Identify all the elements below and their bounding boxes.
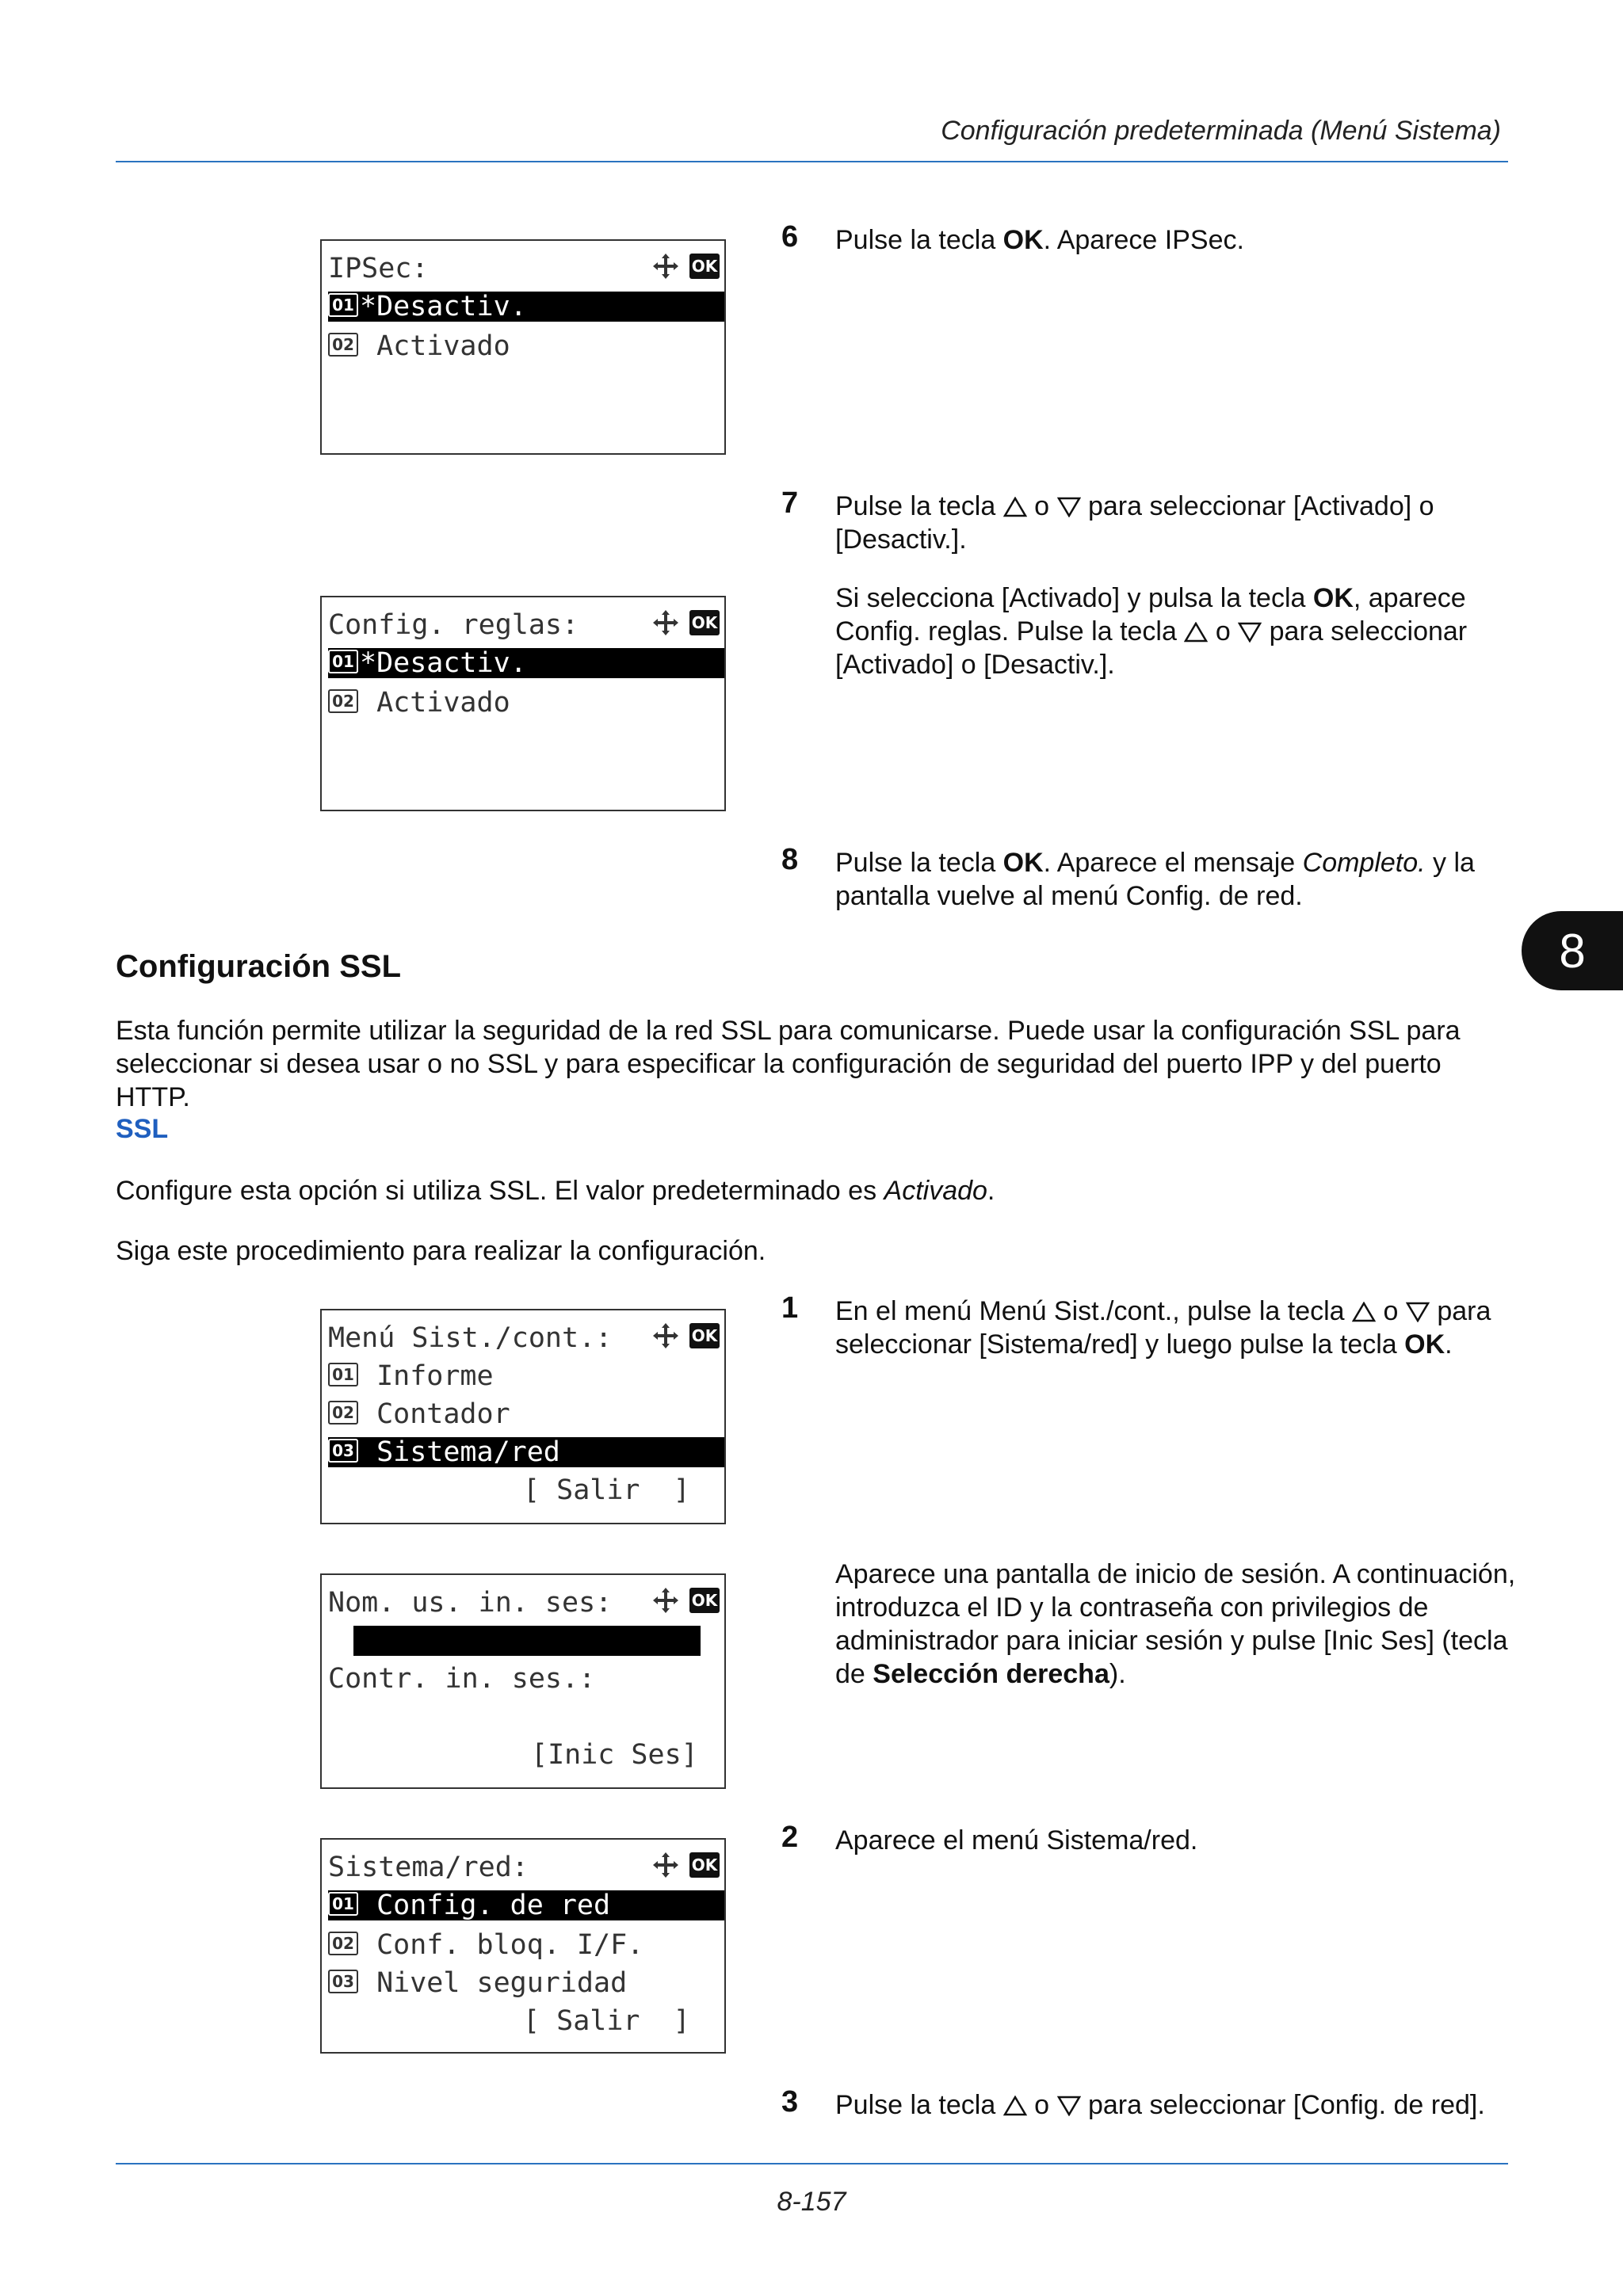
- lcd-row-label: Informe: [360, 1360, 494, 1392]
- down-triangle-icon: [1057, 497, 1081, 517]
- lcd-row-selected: [328, 1890, 724, 1920]
- step-number: 7: [781, 486, 799, 520]
- softkey-exit: [ Salir ]: [523, 1474, 690, 1506]
- italic-text: Completo.: [1302, 848, 1426, 878]
- up-triangle-icon: [1003, 2096, 1027, 2116]
- lcd-row: [328, 1399, 724, 1429]
- text: o: [1034, 491, 1050, 521]
- ok-icon: OK: [689, 1323, 720, 1348]
- number-key-icon: 02: [328, 1932, 358, 1955]
- text: para seleccionar [Config. de red].: [1087, 2090, 1485, 2120]
- italic-text: Activado: [884, 1176, 987, 1206]
- text: . Aparece IPSec.: [1043, 225, 1244, 255]
- ok-icon: OK: [689, 610, 720, 635]
- section-intro: Esta función permite utilizar la seguridad de la red SSL para comunicarse. Puede usar la configuración SSL para seleccionar si desea usar o no SSL y para especificar la configuración de seguridad del puerto IPP y del puerto HTTP.: [116, 1016, 1461, 1112]
- step-text: [835, 1295, 1517, 1361]
- number-key-icon: 01: [328, 1892, 358, 1916]
- text: Aparece una pantalla de inicio de sesión. A continuación, introduzca el ID y la contraseña con privilegios de administrador para iniciar sesión y pulse [Inic Ses] (tecla de: [835, 1559, 1516, 1689]
- step-number: 1: [781, 1291, 799, 1325]
- number-key-icon: 01: [328, 1363, 358, 1386]
- lcd-row-selected: [328, 1437, 724, 1467]
- step-number: 3: [781, 2085, 799, 2119]
- step-number: 6: [781, 220, 799, 254]
- text: para seleccionar [Activado] o [Desactiv.].: [835, 616, 1468, 680]
- four-way-arrow-icon: [651, 1586, 680, 1615]
- lcd-row-label: Contador: [360, 1398, 510, 1430]
- password-label: Contr. in. ses.:: [328, 1663, 596, 1695]
- lcd-title: Menú Sist./cont.:: [328, 1322, 613, 1354]
- page-number: 8-157: [777, 2187, 846, 2217]
- ok-icon: OK: [689, 1852, 720, 1878]
- down-triangle-icon: [1238, 622, 1262, 643]
- down-triangle-icon: [1057, 2096, 1081, 2116]
- four-way-arrow-icon: [651, 252, 680, 280]
- paragraph: [116, 1174, 1518, 1207]
- lcd-row-label: Sistema/red: [360, 1436, 560, 1468]
- lcd-icons: [651, 1851, 720, 1879]
- bold-text: OK: [1002, 225, 1044, 255]
- lcd-row-label: Nivel seguridad: [360, 1967, 628, 1999]
- up-triangle-icon: [1184, 622, 1208, 643]
- text: Pulse la tecla: [835, 2090, 996, 2120]
- step-text: Aparece el menú Sistema/red.: [835, 1825, 1198, 1855]
- text: o: [1383, 1296, 1399, 1326]
- step-number: 2: [781, 1821, 799, 1854]
- up-triangle-icon: [1352, 1302, 1376, 1322]
- lcd-menu-screen: [320, 1309, 726, 1524]
- step-text: [835, 582, 1517, 681]
- header-rule: [116, 161, 1508, 162]
- username-field: [353, 1626, 701, 1656]
- section-title: Configuración SSL: [116, 949, 401, 984]
- number-key-icon: 03: [328, 1439, 358, 1463]
- step-number: 8: [781, 843, 799, 876]
- lcd-row: [328, 688, 724, 718]
- text: . Aparece el mensaje: [1043, 848, 1303, 878]
- lcd-row-label: Config. de red: [360, 1890, 611, 1921]
- page-header-title: Configuración predeterminada (Menú Sistema): [941, 116, 1501, 146]
- text: Pulse la tecla: [835, 848, 1003, 878]
- lcd-row-selected: [328, 292, 724, 322]
- chapter-tab: 8: [1522, 911, 1623, 990]
- lcd-row-label: Conf. bloq. I/F.: [360, 1929, 644, 1961]
- four-way-arrow-icon: [651, 1322, 680, 1350]
- text: o: [1215, 616, 1231, 646]
- ok-icon: OK: [689, 254, 720, 279]
- lcd-row-label: *Desactiv.: [360, 291, 527, 322]
- lcd-icons: [651, 1586, 720, 1615]
- softkey-exit: [ Salir ]: [523, 2005, 690, 2037]
- footer-rule: [116, 2163, 1508, 2164]
- text: Pulse la tecla: [835, 491, 996, 521]
- bold-text: Selección derecha: [873, 1659, 1109, 1689]
- text: ).: [1109, 1659, 1126, 1689]
- number-key-icon: 03: [328, 1970, 358, 1993]
- text: y la pantalla vuelve al menú Config. de red.: [835, 848, 1475, 911]
- number-key-icon: 02: [328, 333, 358, 357]
- number-key-icon: 01: [328, 293, 358, 317]
- step-text: [835, 490, 1517, 556]
- lcd-row-selected: [328, 648, 724, 678]
- lcd-row-label: Activado: [360, 330, 510, 362]
- text: Pulse la tecla: [835, 225, 1003, 255]
- text: para seleccionar [Sistema/red] y luego pulse la tecla: [835, 1296, 1491, 1360]
- subsection-title: SSL: [116, 1114, 169, 1144]
- ok-icon: OK: [689, 1588, 720, 1613]
- lcd-row: [328, 1361, 724, 1391]
- lcd-icons: [651, 608, 720, 637]
- lcd-ipsec-screen: [320, 239, 726, 455]
- text: Si selecciona [Activado] y pulsa la tecla: [835, 583, 1313, 613]
- lcd-icons: [651, 1322, 720, 1350]
- step-text: [835, 2088, 1517, 2122]
- lcd-system-screen: [320, 1838, 726, 2054]
- lcd-title: Sistema/red:: [328, 1852, 529, 1883]
- text: , aparece Config. reglas. Pulse la tecla: [835, 583, 1466, 646]
- step-text: [835, 1558, 1517, 1691]
- up-triangle-icon: [1003, 497, 1027, 517]
- step-text: [835, 846, 1517, 913]
- bold-text: OK: [1002, 848, 1044, 878]
- paragraph: Siga este procedimiento para realizar la configuración.: [116, 1236, 766, 1266]
- bold-text: OK: [1404, 1329, 1445, 1360]
- text: .: [987, 1176, 995, 1206]
- text: para seleccionar [Activado] o [Desactiv.].: [835, 491, 1434, 555]
- softkey-login: [Inic Ses]: [531, 1739, 698, 1771]
- lcd-title: IPSec:: [328, 253, 429, 284]
- text: .: [1445, 1329, 1453, 1360]
- down-triangle-icon: [1406, 1302, 1430, 1322]
- four-way-arrow-icon: [651, 1851, 680, 1879]
- lcd-login-screen: [320, 1573, 726, 1789]
- text: En el menú Menú Sist./cont., pulse la tecla: [835, 1296, 1345, 1326]
- lcd-row: [328, 331, 724, 361]
- lcd-rules-screen: [320, 596, 726, 811]
- lcd-row: [328, 1968, 724, 1998]
- text: Configure esta opción si utiliza SSL. El valor predeterminado es: [116, 1176, 884, 1206]
- text: o: [1034, 2090, 1050, 2120]
- number-key-icon: 01: [328, 650, 358, 673]
- lcd-icons: [651, 252, 720, 280]
- number-key-icon: 02: [328, 1401, 358, 1425]
- bold-text: OK: [1312, 583, 1354, 613]
- lcd-row-label: *Desactiv.: [360, 647, 527, 679]
- lcd-row-label: Activado: [360, 687, 510, 719]
- four-way-arrow-icon: [651, 608, 680, 637]
- lcd-title: Config. reglas:: [328, 609, 579, 641]
- lcd-row: [328, 1930, 724, 1960]
- step-text: [835, 223, 1517, 257]
- number-key-icon: 02: [328, 689, 358, 713]
- lcd-title: Nom. us. in. ses:: [328, 1587, 613, 1619]
